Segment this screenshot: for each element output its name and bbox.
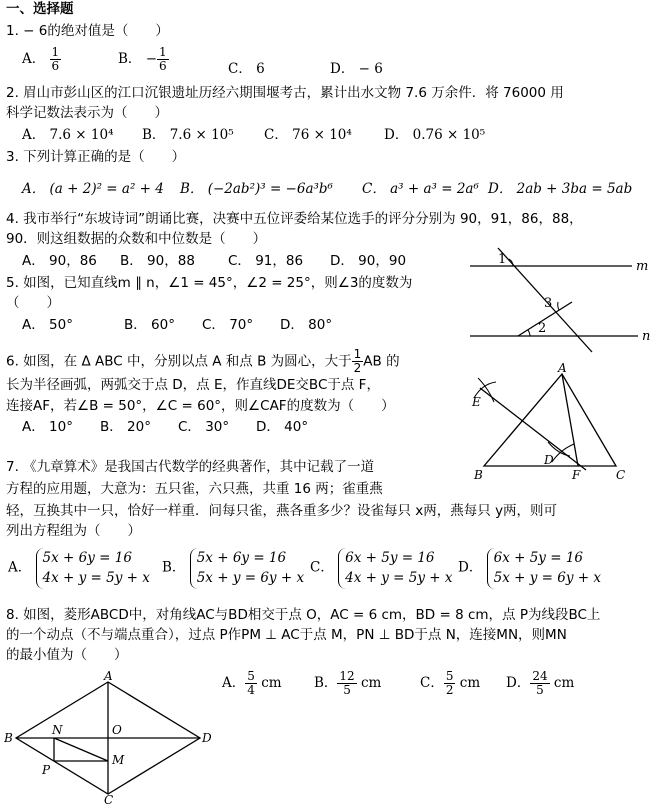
label-b: B [474,468,483,482]
q7-option-c[interactable] [310,548,452,589]
q1-option-b[interactable] [118,46,169,73]
q7-b-label: B． [162,559,186,576]
q3-option-b[interactable]: B． (−2ab²)³ = −6a³b⁶ [180,181,333,197]
q1-a-num: 1 [51,45,60,59]
q5-option-c[interactable]: C． 70° [202,317,254,333]
q6-option-a[interactable]: A． 10° [22,419,73,435]
q7-d-eq2: 5x + y = 6y + x [493,570,601,587]
q6-line1a: 6. 如图，在 Δ ABC 中，分别以点 A 和点 B 为圆心，大于 [6,353,352,370]
q3-option-c[interactable]: C． a³ + a³ = 2a⁶ [362,181,479,197]
section-title: 一、选择题 [6,1,74,17]
q4-option-d[interactable]: D． 90，90 [330,253,407,269]
q7-option-d[interactable] [458,548,601,589]
q7-b-eq1: 5x + 6y = 16 [196,550,287,566]
q6-frac-num: 1 [353,347,362,361]
q6-fraction [352,348,364,375]
q7-d-eq1: 6x + 5y = 16 [493,550,584,566]
q8-d-num: 24 [532,669,548,683]
q7-d-system [487,548,601,589]
label-c: C [616,468,626,482]
q3-option-a[interactable]: A． (a + 2)² = a² + 4 [22,181,164,197]
label-m: m [636,259,649,274]
q1-b-sign: − [145,51,158,68]
q5-line2: （ ） [6,295,60,311]
q6-line1b: AB 的 [363,353,400,370]
q2-option-d[interactable]: D． 0.76 × 10⁵ [384,127,486,143]
label-f: F [572,468,581,482]
angle2-arc [528,330,530,336]
q1-option-d[interactable]: D． − 6 [330,61,383,77]
q4-option-a[interactable]: A． 90，86 [22,253,97,269]
q8-c-num: 5 [445,669,454,683]
q8-a-fraction [245,670,257,697]
q8-c-den: 2 [445,683,454,698]
q8-option-d[interactable] [506,670,574,697]
q8-line2: 的一个动点（不与端点重合），过点 P作PM ⊥ AC于点 M，PN ⊥ BD于点 N，连接MN，则MN [6,627,567,643]
q6-frac-den: 2 [353,361,362,376]
angle3-arc [558,302,559,310]
label-o: O [112,723,122,737]
q8-a-unit: cm [261,675,282,692]
q8-d-fraction [530,670,549,697]
label-c: C [104,793,114,804]
q6-line1 [6,348,400,375]
q4-line1: 4. 我市举行“东坡诗词”朗诵比赛，决赛中五位评委给某位选手的评分分别为 90，91，86，88， [6,211,583,227]
q7-d-label: D． [458,559,483,576]
q7-a-system [36,548,150,589]
q1-a-fraction [50,46,62,73]
q7-a-eq2: 4x + y = 5y + x [42,570,150,587]
q1-b-fraction [157,46,169,73]
q8-c-unit: cm [459,675,481,692]
q4-line2: 90．则这组数据的众数和中位数是（ ） [6,231,267,247]
label-1: 1 [498,252,507,267]
q1-b-den: 6 [159,59,167,74]
q7-c-label: C． [310,559,334,576]
q2-option-c[interactable]: C． 76 × 10⁴ [264,127,352,143]
q1-a-label: A． [22,51,46,68]
q2-option-b[interactable]: B． 7.6 × 10⁵ [142,127,234,143]
q2-line2: 科学记数法表示为（ ） [6,105,168,121]
q2-option-a[interactable]: A． 7.6 × 10⁴ [22,127,114,143]
q8-b-den: 5 [343,683,351,698]
q8-figure [4,670,224,804]
label-b: B [4,731,13,745]
q7-a-label: A． [8,559,32,576]
q3-stem: 3. 下列计算正确的是（ ） [6,149,186,165]
q1-stem: 1. − 6的绝对值是（ ） [6,23,169,39]
segment-mn [54,738,108,761]
q8-c-label: C． [420,675,444,692]
q8-line3: 的最小值为（ ） [6,647,128,663]
q5-line1: 5. 如图，已知直线m ∥ n，∠1 = 45°，∠2 = 25°，则∠3的度数为 [6,275,413,291]
label-2: 2 [538,321,547,336]
q6-option-b[interactable]: B． 20° [100,419,151,435]
q8-a-den: 4 [247,683,255,698]
label-d: D [544,453,554,467]
q8-a-num: 5 [247,669,255,683]
q7-c-eq2: 4x + y = 5y + x [345,570,453,587]
q7-option-b[interactable] [162,548,304,589]
label-n: N [52,723,63,737]
q8-b-fraction [337,670,356,697]
q7-a-eq1: 5x + 6y = 16 [42,550,132,566]
q1-b-num: 1 [159,45,167,59]
q8-d-unit: cm [553,675,575,692]
q7-c-system [338,548,452,589]
q6-option-d[interactable]: D． 40° [256,419,309,435]
q8-option-a[interactable] [222,670,282,697]
label-a: A [558,362,567,375]
q8-line1: 8. 如图，菱形ABCD中，对角线AC与BD相交于点 O，AC = 6 cm，BD = 8 cm，点 P为线段BC上 [6,607,601,623]
q6-line3: 连接AF，若∠B = 50°，∠C = 60°，则∠CAF的度数为（ ） [6,398,395,414]
q7-c-eq1: 6x + 5y = 16 [345,550,435,566]
q1-option-a[interactable] [22,46,61,73]
q7-option-a[interactable] [8,548,150,589]
q7-b-system [190,548,304,589]
q5-option-a[interactable]: A． 50° [22,317,73,333]
label-m: M [112,753,125,767]
q8-c-fraction [444,670,456,697]
q1-a-den: 6 [51,59,60,74]
q6-option-c[interactable]: C． 30° [178,419,230,435]
label-p: P [42,763,51,777]
q8-option-c[interactable] [420,670,480,697]
q8-b-label: B． [314,675,338,692]
q8-a-label: A． [222,675,246,692]
q1-option-c[interactable]: C． 6 [228,61,265,77]
label-n: n [642,329,651,344]
q7-line1: 7. 《九章算术》是我国古代数学的经典著作，其中记载了一道 [6,459,375,475]
q8-b-unit: cm [361,675,382,692]
q5-option-b[interactable]: B． 60° [124,317,175,333]
q7-line3: 轻，互换其中一只，恰好一样重．问每只雀，燕各重多少？设雀每只 x两，燕每只 y两，则可 [6,503,558,519]
label-a: A [104,670,113,683]
q6-line2: 长为半径画弧，两弧交于点 D，点 E，作直线DE交BC于点 F， [6,377,380,393]
q7-b-eq2: 5x + y = 6y + x [196,570,305,587]
label-3: 3 [544,296,553,311]
q8-d-den: 5 [536,683,544,698]
q1-b-label: B． [118,51,142,68]
q7-line4: 列出方程组为（ ） [6,523,141,539]
q3-option-d[interactable]: D． 2ab + 3ba = 5ab [488,181,633,197]
q8-b-num: 12 [339,669,355,683]
q2-line1: 2. 眉山市彭山区的江口沉银遗址历经六期围堰考古，累计出水文物 7.6 万余件．将 76000 用 [6,85,564,101]
q7-line2: 方程的应用题，大意为：五只雀，六只燕，共重 16 两；雀重燕 [6,481,383,497]
q5-figure [460,244,660,354]
q8-option-b[interactable] [314,670,381,697]
q5-option-d[interactable]: D． 80° [280,317,333,333]
label-e: E [472,395,481,409]
q8-d-label: D． [506,675,531,692]
line-de [480,388,586,470]
label-d: D [202,731,212,745]
q4-option-c[interactable]: C． 91，86 [228,253,304,269]
q4-option-b[interactable]: B． 90，88 [120,253,195,269]
q6-figure [466,362,636,484]
